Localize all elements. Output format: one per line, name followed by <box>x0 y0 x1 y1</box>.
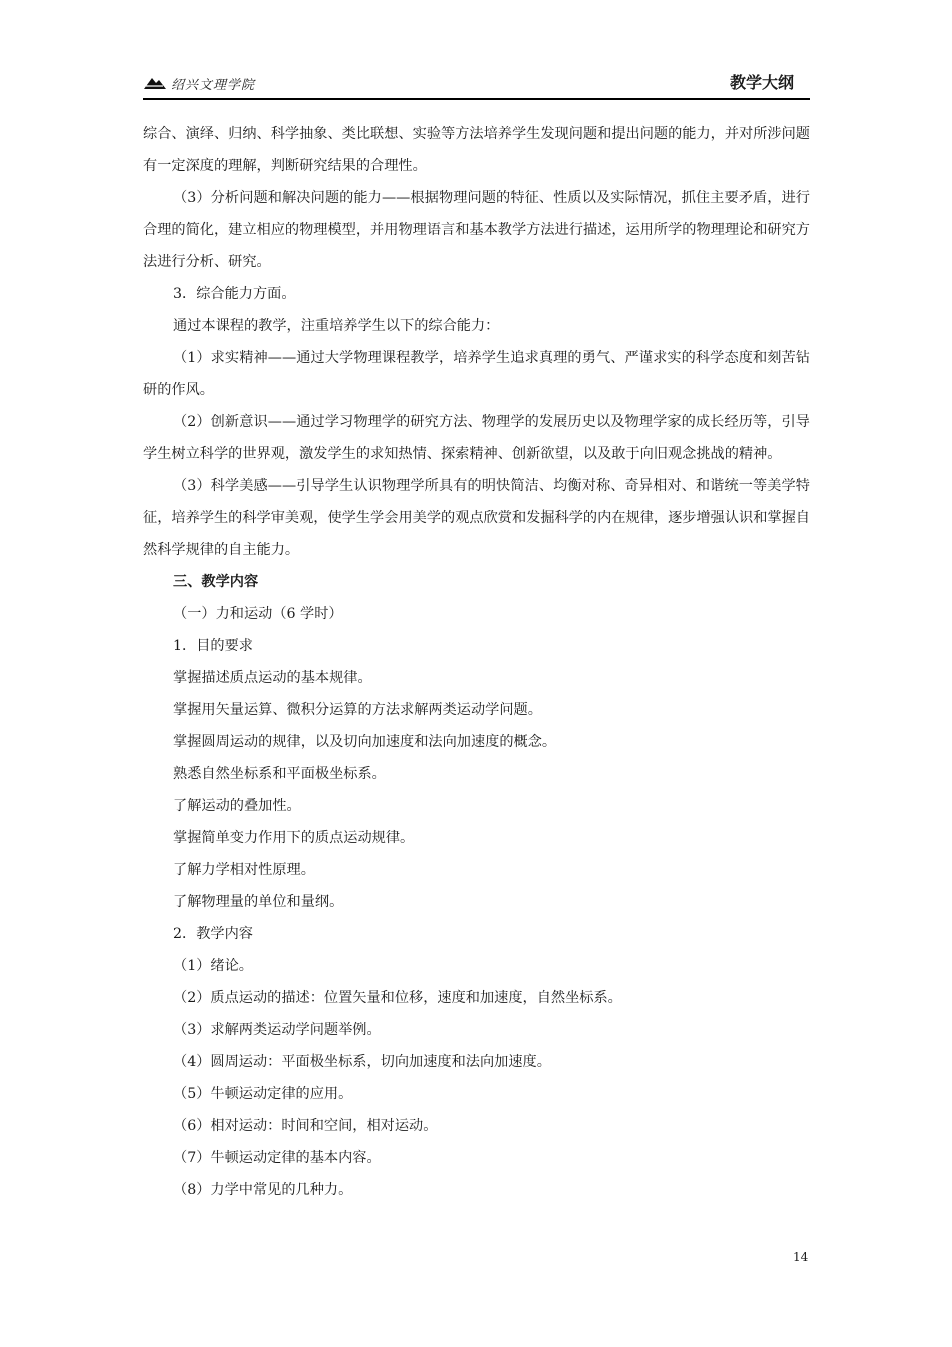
subsection-title: 3．综合能力方面。 <box>173 286 296 302</box>
content-item: （1）绪论。 <box>173 958 253 974</box>
unit-title: （一）力和运动（6 学时） <box>173 606 343 622</box>
paragraph: 综合、演绎、归纳、科学抽象、类比联想、实验等方法培养学生发现问题和提出问题的能力，并对所涉问题有一定深度的理解，判断研究结果的合理性。 <box>143 126 810 174</box>
goal-item: 熟悉自然坐标系和平面极坐标系。 <box>173 766 386 782</box>
goal-item: 了解运动的叠加性。 <box>173 798 301 814</box>
goal-item: 了解物理量的单位和量纲。 <box>173 894 344 910</box>
paragraph: （3）科学美感——引导学生认识物理学所具有的明快简洁、均衡对称、奇异相对、和谐统一等美学特征，培养学生的科学审美观，使学生学会用美学的观点欣赏和发掘科学的内在规律，逐步增强认识和掌握自然科学规律的自主能力。 <box>143 478 810 558</box>
content-item: （5）牛顿运动定律的应用。 <box>173 1086 353 1102</box>
goal-item: 掌握简单变力作用下的质点运动规律。 <box>173 830 415 846</box>
logo-mark-icon <box>143 75 167 91</box>
content-item: （2）质点运动的描述：位置矢量和位移，速度和加速度，自然坐标系。 <box>173 990 622 1006</box>
goal-item: 了解力学相对性原理。 <box>173 862 315 878</box>
goal-item: 掌握圆周运动的规律，以及切向加速度和法向加速度的概念。 <box>173 734 557 750</box>
paragraph: （2）创新意识——通过学习物理学的研究方法、物理学的发展历史以及物理学家的成长经历等，引导学生树立科学的世界观，激发学生的求知热情、探索精神、创新欲望，以及敢于向旧观念挑战的精神。 <box>143 414 810 462</box>
content-title: 2．教学内容 <box>173 926 253 942</box>
content-item: （8）力学中常见的几种力。 <box>173 1182 353 1198</box>
goals-title: 1．目的要求 <box>173 638 253 654</box>
goal-item: 掌握描述质点运动的基本规律。 <box>173 670 372 686</box>
content-item: （6）相对运动：时间和空间，相对运动。 <box>173 1118 438 1134</box>
university-logo <box>143 72 255 94</box>
paragraph: （3）分析问题和解决问题的能力——根据物理问题的特征、性质以及实际情况，抓住主要矛盾，进行合理的简化，建立相应的物理模型，并用物理语言和基本教学方法进行描述，运用所学的物理理论和研究方法进行分析、研究。 <box>143 190 810 270</box>
paragraph: （1）求实精神——通过大学物理课程教学，培养学生追求真理的勇气、严谨求实的科学态度和刻苦钻研的作风。 <box>143 350 810 398</box>
paragraph: 通过本课程的教学，注重培养学生以下的综合能力： <box>173 318 500 334</box>
section-heading: 三、教学内容 <box>173 574 259 590</box>
page-header <box>143 68 810 100</box>
content-item: （3）求解两类运动学问题举例。 <box>173 1022 381 1038</box>
page-number: 14 <box>793 1250 809 1264</box>
content-item: （7）牛顿运动定律的基本内容。 <box>173 1150 381 1166</box>
document-body <box>143 118 810 1206</box>
content-item: （4）圆周运动：平面极坐标系，切向加速度和法向加速度。 <box>173 1054 551 1070</box>
goal-item: 掌握用矢量运算、微积分运算的方法求解两类运动学问题。 <box>173 702 542 718</box>
logo-text: 绍兴文理学院 <box>171 77 256 93</box>
document-label: 教学大纲 <box>729 73 794 92</box>
